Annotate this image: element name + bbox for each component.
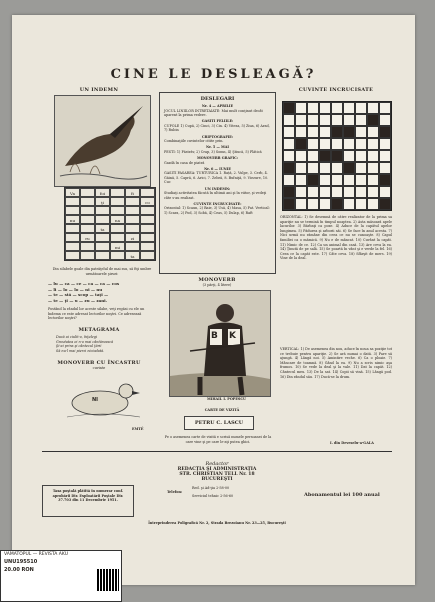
crossword-cell: [355, 174, 367, 186]
duck-illustration: [62, 373, 142, 423]
crossword-cell: [331, 114, 343, 126]
crossword-cell: [367, 186, 379, 198]
crossword-cell: [283, 114, 295, 126]
seller-label: [0, 550, 122, 602]
crossword-cell: [343, 186, 355, 198]
crossword-cell: [343, 174, 355, 186]
crossword-cell: [379, 186, 391, 198]
crossword-black-cell: [331, 126, 343, 138]
crossword-black-cell: [283, 102, 295, 114]
solutions-header: DESLEGARI: [200, 96, 235, 102]
crossword-cell: [355, 114, 367, 126]
syllable-cell: [65, 206, 80, 215]
syllable-cell: [110, 206, 125, 215]
subscription-price: Abonamentul lei 100 anual: [304, 492, 380, 498]
crossword-horizontal-clues: ORIZONTAL: 1) Se desemnă de către realizator de la prima sa apariţie nu se termină în timpul noaptea. 2) Asta măsoară apele lacurilor. 3) Bărbaţi ca poze. 4) Aduce de la capătul apelor lungimea. 5) Pădurea şi arborii săi. 6) Se face în anul acesta. 7) Nici urmă nu rămâne din ceea ce nu se cunoaşte. 8) Capul familiei ca o mămică. 9) Nu e de mâncat. 10) Cuvânt la capăt. 11) Nimic de ce. 12) Ca un animal din casă. 13) Are ceva la ea. 14) Ţinută de pe sală. 15) Se poartă în vânt şi e verde la fel. 16) Ceea ce la capăt este. 17) Câte ceva. 18) Sfârşit de mers. 19) Vine de la deal.: [280, 215, 392, 261]
crossword-cell: [331, 174, 343, 186]
crossword-cell: [367, 162, 379, 174]
syllable-cell: [95, 206, 110, 215]
editorial-street: STR. CHRISTIAN TELL Nr. 18: [179, 472, 255, 477]
crossword-cell: [367, 138, 379, 150]
crossword-cell: [331, 102, 343, 114]
syllable-cell: [140, 206, 155, 215]
crossword-black-cell: [295, 138, 307, 150]
syllable-cell: [110, 233, 125, 242]
solution-body: Combinaţiile cuvintelor citite prin.: [164, 139, 224, 144]
crossword-cell: [343, 102, 355, 114]
syllable-cell: [125, 197, 140, 206]
middle-monoverb-title: MONOVERB: [198, 277, 236, 283]
crossword-cell: [307, 138, 319, 150]
postage-box: [42, 485, 134, 517]
seller-label-code: UNU195510: [4, 559, 38, 565]
left-instructions: Din silabele goale din patrăţelul de mai sus, să fiţi umbre următoarele şiruri:: [52, 267, 152, 276]
syllable-cell: [65, 197, 80, 206]
crossword-cell: [295, 150, 307, 162]
crossword-cell: [307, 162, 319, 174]
printer-line: Întreprinderea Poligrafică Nr. 2, Strada Brezoianu Nr. 23—25, Bucureşti: [148, 521, 286, 525]
crossword-cell: [367, 150, 379, 162]
syllable-cell: [80, 206, 95, 215]
phone-2: Serviciul tehnic 2-56-60: [192, 494, 234, 498]
syllable-cell: [110, 224, 125, 233]
crossword-cell: [379, 114, 391, 126]
crossword-cell: [319, 126, 331, 138]
syllable-cell: [110, 188, 125, 197]
footer-rule: [42, 451, 392, 452]
crossword-cell: [295, 126, 307, 138]
crossword-cell: [295, 162, 307, 174]
crossword-black-cell: [379, 126, 391, 138]
syllable-cell: [65, 233, 80, 242]
solution-heading: Nr. 4 — APRILIE: [201, 104, 234, 108]
crossword-black-cell: [367, 114, 379, 126]
editorial-signature: Redactor: [205, 461, 229, 467]
metagrama-line: Greutatea ei n-o mai cântărească: [56, 339, 114, 344]
left-monoverb-subtitle: cuvinte: [92, 366, 106, 370]
crossword-cell: [367, 174, 379, 186]
syllable-row: — li — lo — lo — ni — nu: [48, 286, 103, 292]
syllable-cell: [140, 242, 155, 251]
editorial-city: BUCUREŞTI: [201, 477, 233, 482]
syllable-cell: [80, 197, 95, 206]
syllable-cell: [80, 188, 95, 197]
crossword-cell: [331, 186, 343, 198]
syllable-cell: [65, 242, 80, 251]
syllable-cell: [140, 251, 155, 260]
crossword-cell: [343, 114, 355, 126]
syllable-cell: [110, 197, 125, 206]
editorial-office: REDACŢIA ŞI ADMINISTRAŢIA: [177, 467, 257, 472]
solution-body: GASITI PASAREA: TURTURICA 1. Rață, 2. Vulpe, 3. Cerb, 4. Găină, 5. Capră, 6. Arici, 7. Zebră, 8. Bufniţă, 9. Viezure, 10. Cuc: [164, 171, 269, 185]
crossword-vertical-clues: VERTICAL: 1) De asemenea din nou, aduce în noua sa poziţie tot ce trebuie pentru apariţie. 2) Se ară numai o dată. 3) Pare să ajungă. 4) Lângă noi. 5) Amintire veche. 6) Ca o ploaie. 7) Mâncare de toamnă. 8) Gând la ea. 9) Nu a scris nimic aşa frumos. 10) Se vede la deal şi la vale. 11) Dat la capăt. 12) Cântecul meu. 13) De la sat. 14) Copii să vină. 15) Lângă pod. 16) Din rândul său. 17) Ducă-se la drum.: [280, 347, 392, 379]
crossword-cell: [367, 198, 379, 210]
page-title: CINE LE DESLEAGĂ?: [110, 67, 317, 82]
crossword-cell: [295, 114, 307, 126]
metagrama-line: Să nu-l mai pierzi niciodată.: [56, 348, 105, 353]
crossword-cell: [295, 186, 307, 198]
syllable-cell: na: [110, 215, 125, 224]
metagrama-line: Şi-ai prins şi cântecul ţării: [56, 344, 102, 349]
solution-body: CUPOLE 1) Cupă, 2) Cinci, 3) Cin. 4) Viteza, 5) Ziua, 6) Arad, 7) Rubin: [164, 123, 270, 133]
syllable-row: — te — stă — scop — taţi —: [48, 292, 109, 297]
crossword-cell: [331, 162, 343, 174]
solution-body: Orizontal: 1) Scaun, 2) Baie, 3) Usă, 4) Masa, 5) Pat. Vertical: 1) Scara, 2) Pod, 3) Sobă, 4) Ceas, 5) Dulap, 6) Raft: [164, 206, 270, 215]
photo-caption: MIHAIL I. POPESCU: [207, 397, 247, 401]
postage-text: Taxa poştală plătită în numerar conf. aprobării Dir. Exploatării Poştale Dir. 37.703 din 11 Decembrie 1951.: [52, 489, 124, 503]
crossword-cell: [379, 138, 391, 150]
left-instructions-2: Postând la rândul lor aceste silabe, veţi regăsi cu ele un îndemn ce este adresat lectorilor noştri. Ce adresează lectorilor noştri?: [48, 307, 145, 321]
crossword-black-cell: [331, 198, 343, 210]
crossword-cell: [283, 138, 295, 150]
crossword-cell: [343, 138, 355, 150]
visiting-card-note: Pe o asemenea carte de vizită e scrisă numele persoanei de la care vine şi pe care le-aţi putea ghici.: [164, 435, 272, 444]
crossword-cell: [307, 150, 319, 162]
solution-body: Studiaţi activitatea făcută în ultimii ani şi în viitor, şi vedeţi câte s-au realizat.: [164, 191, 267, 200]
crossword-black-cell: [343, 126, 355, 138]
syllable-grid: [64, 187, 156, 261]
syllable-cell: [110, 251, 125, 260]
syllable-row: — lu — ca — ce — ca — ca — cos: [48, 281, 120, 286]
syllable-cell: [80, 224, 95, 233]
seller-label-price: 20.00 RON: [4, 567, 34, 573]
syllable-cell: [125, 242, 140, 251]
solution-body: JOCUL LINIILOR INTRETAIATE: Mai mult conţinut decât aparent la prima vedere.: [164, 108, 263, 118]
left-monoverb-title: MONOVERB CU ÎNCASTRU: [57, 360, 141, 366]
syllable-rows: [48, 281, 158, 303]
crossword-cell: [319, 174, 331, 186]
syllable-cell: [95, 242, 110, 251]
syllable-cell: [80, 215, 95, 224]
solution-heading: Nr. 5 — MAI: [205, 145, 229, 150]
crossword-black-cell: [283, 186, 295, 198]
solutions-box: [159, 92, 276, 274]
syllable-row: — te — ţi — u — zu — zani.: [48, 297, 108, 303]
syllable-cell: co: [140, 197, 155, 206]
syllable-cell: [80, 251, 95, 260]
syllable-cell: ţi: [95, 197, 110, 206]
crossword-cell: [319, 102, 331, 114]
crossword-grid: [282, 101, 392, 211]
photo-letter: B: [211, 331, 218, 341]
syllable-cell: [95, 251, 110, 260]
left-column-header: UN INDEMN: [79, 87, 119, 93]
crossword-cell: [379, 102, 391, 114]
crossword-cell: [355, 102, 367, 114]
qr-code-icon: [97, 569, 119, 591]
syllable-cell: [95, 215, 110, 224]
photo-letter: K: [229, 331, 236, 341]
solution-heading: Nr. 6 — IUNIE: [204, 166, 231, 171]
crossword-cell: [319, 198, 331, 210]
crossword-cell: [283, 126, 295, 138]
visiting-card-name: PETRU C. LASCU: [194, 420, 244, 426]
syllable-cell: [125, 224, 140, 233]
crossword-black-cell: [331, 150, 343, 162]
crossword-cell: [283, 174, 295, 186]
solution-heading: CUVINTE INCRUCISATE:: [193, 201, 242, 206]
crossword-cell: [295, 174, 307, 186]
crossword-cell: [355, 162, 367, 174]
crossword-black-cell: [343, 162, 355, 174]
crossword-cell: [367, 102, 379, 114]
crossword-cell: [355, 198, 367, 210]
syllable-cell: ru: [80, 233, 95, 242]
crossword-cell: [307, 102, 319, 114]
middle-monoverb-subtitle: (3 părţi, 4 litere): [202, 283, 232, 287]
syllable-cell: fi: [125, 188, 140, 197]
crossword-header: CUVINTE INCRUCISATE: [298, 87, 374, 93]
crossword-cell: [355, 150, 367, 162]
syllable-cell: [140, 188, 155, 197]
syllable-cell: [140, 224, 155, 233]
solution-heading: UN INDEMN:: [204, 186, 231, 191]
syllable-cell: [125, 215, 140, 224]
crossword-black-cell: [307, 174, 319, 186]
crossword-cell: [319, 138, 331, 150]
duck-label: NI: [92, 397, 99, 403]
crossword-cell: [307, 114, 319, 126]
solution-body: PESTI: 1) Păstrăv, 2) Crap, 3) Somn, 4) Ştiucă, 5) Plătică: [164, 149, 262, 154]
crossword-cell: [355, 138, 367, 150]
crossword-black-cell: [379, 198, 391, 210]
syllable-cell: [140, 215, 155, 224]
solution-heading: GASITI FELIILE:: [201, 119, 234, 124]
editorial-block: [162, 461, 272, 482]
visiting-card-header: CARTE DE VIZITĂ: [204, 408, 240, 412]
crossword-cell: [355, 126, 367, 138]
left-author: EMTÉ: [132, 427, 144, 431]
crossword-black-cell: [283, 162, 295, 174]
visiting-card: [184, 416, 254, 430]
syllable-cell: ta: [125, 251, 140, 260]
syllable-cell: [125, 206, 140, 215]
syllable-cell: zi: [125, 233, 140, 242]
metagrama-verses: [56, 335, 151, 353]
crossword-black-cell: [283, 198, 295, 210]
syllable-cell: foi: [95, 188, 110, 197]
crossword-cell: [319, 114, 331, 126]
hunter-photo: [169, 290, 271, 397]
crossword-cell: [331, 138, 343, 150]
syllable-cell: ta: [95, 224, 110, 233]
right-author: I. din Deveselu-a-GALA: [330, 441, 374, 445]
solution-heading: MONOVERB GRAFIC:: [196, 155, 239, 160]
crossword-cell: [295, 102, 307, 114]
crossword-cell: [283, 150, 295, 162]
syllable-cell: Va: [65, 188, 80, 197]
crossword-cell: [343, 198, 355, 210]
crossword-cell: [319, 186, 331, 198]
crossword-cell: [319, 162, 331, 174]
metagrama-line: Dacă ai ciulit-o, înţelegi: [56, 335, 97, 339]
crossword-cell: [295, 198, 307, 210]
syllable-cell: [65, 251, 80, 260]
crossword-cell: [307, 126, 319, 138]
phone-1: Red. şi Ad-ţia 2-58-00: [192, 486, 230, 490]
syllable-cell: [65, 224, 80, 233]
solution-body: Gazdă în casa de piatră: [164, 160, 205, 165]
crossword-cell: [355, 186, 367, 198]
syllable-cell: mi: [110, 242, 125, 251]
phone-label: Telefon:: [167, 490, 183, 494]
solutions-list: [160, 102, 275, 219]
syllable-cell: nu: [65, 215, 80, 224]
syllable-cell: [80, 242, 95, 251]
crossword-cell: [379, 150, 391, 162]
crossword-cell: [343, 150, 355, 162]
crossword-cell: [307, 198, 319, 210]
crossword-cell: [367, 126, 379, 138]
pheasant-illustration: [54, 95, 151, 187]
crossword-black-cell: [379, 174, 391, 186]
crossword-black-cell: [319, 150, 331, 162]
syllable-cell: [140, 233, 155, 242]
magazine-back-page: [12, 15, 415, 585]
crossword-cell: [379, 162, 391, 174]
syllable-cell: [95, 233, 110, 242]
crossword-cell: [307, 186, 319, 198]
solution-heading: CRIPTOGRAFIE:: [201, 134, 234, 139]
metagrama-title: METAGRAMA: [78, 327, 120, 333]
seller-label-line: VAMATOPUL — REVISTA AKU: [4, 552, 68, 557]
